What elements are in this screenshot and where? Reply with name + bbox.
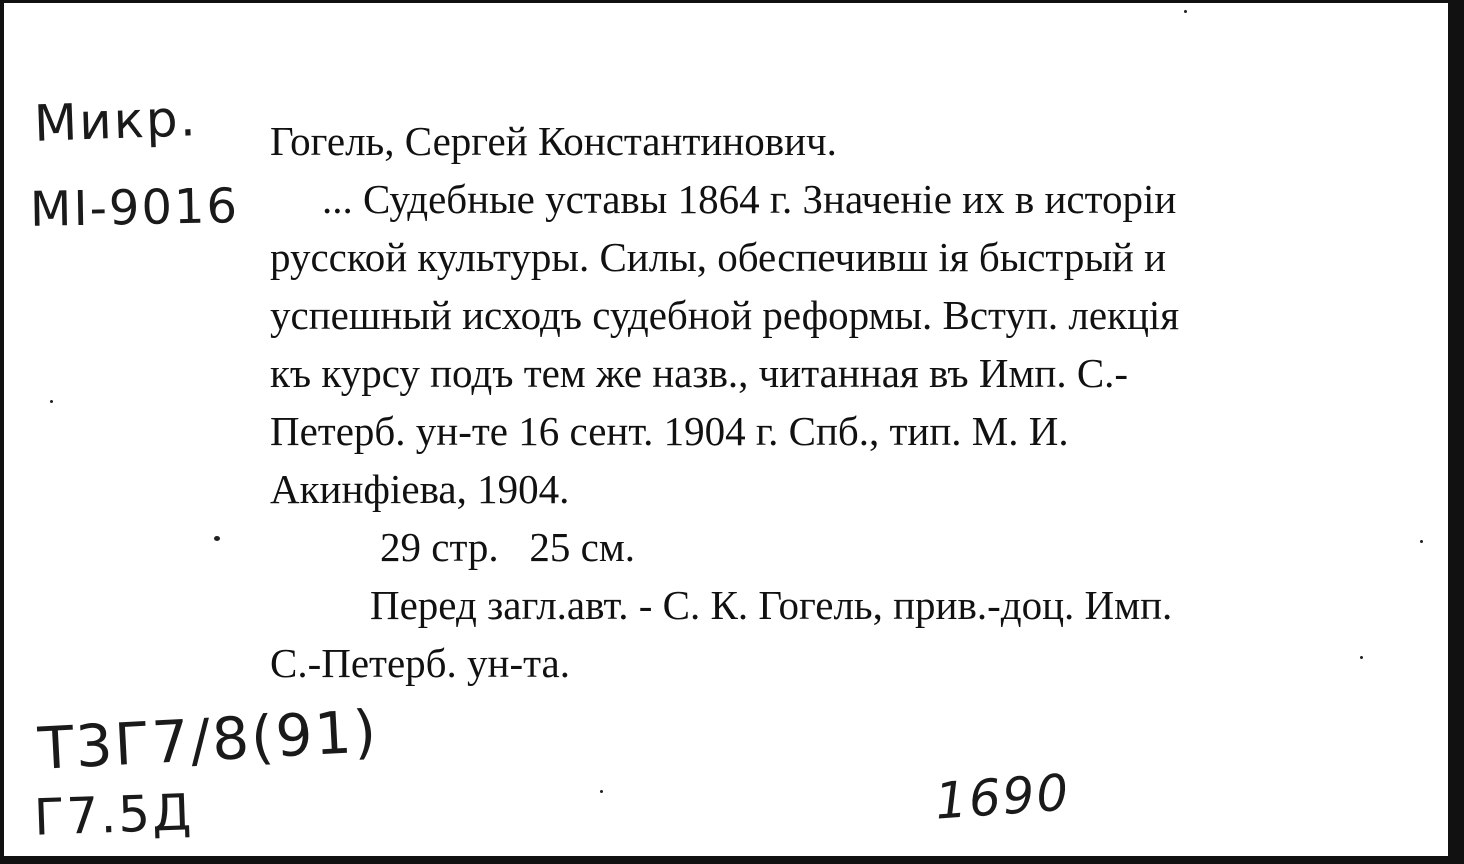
note-line-1: Перед загл.авт. - С. К. Гогель, прив.-доц. Имп.: [370, 582, 1173, 628]
card-number: 1690: [933, 763, 1073, 831]
card-border-left: [0, 0, 4, 864]
note-line-2: С.-Петерб. ун-та.: [270, 640, 570, 686]
title-line-4: къ курсу подъ тем же назв., читанная въ Имп. С.-: [270, 350, 1129, 396]
title-line-5: Петерб. ун-те 16 сент. 1904 г. Спб., тип. М. И.: [270, 408, 1069, 454]
card-border-bottom: [0, 856, 1464, 864]
classification-line-2: Г7.5Д: [33, 783, 195, 847]
title-line-1: ... Судебные уставы 1864 г. Значеніе их в исторіи: [322, 176, 1177, 222]
collation: 29 стр. 25 см.: [380, 524, 636, 570]
title-line-2: русской культуры. Силы, обеспечивш ія быстрый и: [270, 234, 1167, 280]
shelfmark: MI-9016: [29, 178, 240, 238]
scan-speck: [214, 536, 220, 541]
title-line-3: успешный исходъ судебной реформы. Вступ. лекція: [270, 292, 1180, 338]
classification-line-1: T3Г7/8(91): [36, 697, 380, 783]
scan-speck: [1184, 10, 1187, 13]
author-heading: Гогель, Сергей Константинович.: [270, 118, 837, 164]
scan-speck: [1420, 540, 1423, 543]
scan-speck: [600, 790, 603, 793]
title-line-6: Акинфіева, 1904.: [270, 466, 570, 512]
scan-speck: [1360, 656, 1363, 659]
scan-speck: [50, 400, 53, 403]
collection-mark: Микр.: [33, 89, 199, 153]
card-border-right: [1448, 0, 1464, 864]
card-border-top: [0, 0, 1464, 3]
